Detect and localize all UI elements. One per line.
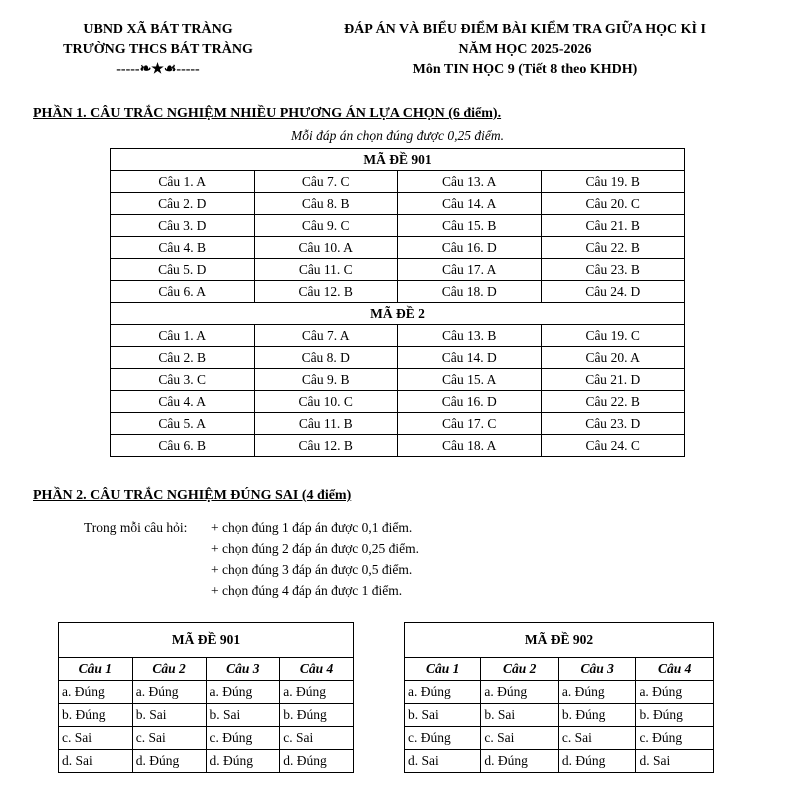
answer-cell: Câu 10. A (254, 237, 398, 259)
answer-cell: Câu 22. B (541, 391, 685, 413)
rule-line: + chọn đúng 2 đáp án được 0,25 điểm. (211, 541, 420, 556)
table-row (111, 171, 685, 193)
part1-title: PHẦN 1. CÂU TRẮC NGHIỆM NHIỀU PHƯƠNG ÁN LỰA CHỌN (6 điểm). (33, 106, 502, 121)
question-header: Câu 4 (280, 658, 354, 681)
answer-cell: Câu 5. D (111, 259, 255, 281)
answer-cell: Câu 20. A (541, 347, 685, 369)
table-row (405, 727, 714, 750)
answer-cell: c. Sai (132, 727, 206, 750)
answer-cell: d. Đúng (481, 750, 559, 773)
table-row (111, 215, 685, 237)
answer-cell: c. Sai (481, 727, 559, 750)
answer-cell: a. Đúng (636, 681, 714, 704)
table-title-row (59, 623, 354, 658)
table-row (59, 681, 354, 704)
answer-cell: d. Đúng (206, 750, 280, 773)
answer-cell: Câu 7. A (254, 325, 398, 347)
part2-title: PHẦN 2. CÂU TRẮC NGHIỆM ĐÚNG SAI (4 điểm) (33, 488, 352, 503)
answer-cell: d. Đúng (280, 750, 354, 773)
answer-cell: c. Đúng (636, 727, 714, 750)
answer-cell: b. Sai (206, 704, 280, 727)
question-header: Câu 1 (405, 658, 481, 681)
answer-cell: Câu 4. B (111, 237, 255, 259)
table-row (111, 325, 685, 347)
answer-cell: Câu 17. C (398, 413, 542, 435)
part1-scoring-note: Mỗi đáp án chọn đúng được 0,25 điểm. (291, 128, 504, 143)
answer-cell: Câu 23. B (541, 259, 685, 281)
section-title-row (111, 303, 685, 325)
question-header: Câu 1 (59, 658, 133, 681)
question-header: Câu 2 (481, 658, 559, 681)
answer-cell: Câu 11. B (254, 413, 398, 435)
answer-cell: Câu 19. C (541, 325, 685, 347)
answer-cell: a. Đúng (405, 681, 481, 704)
question-header: Câu 3 (206, 658, 280, 681)
answer-cell: Câu 13. A (398, 171, 542, 193)
part1-answer-table (110, 148, 685, 457)
school-name: TRƯỜNG THCS BÁT TRÀNG (63, 42, 253, 57)
subject-line: Môn TIN HỌC 9 (Tiết 8 theo KHDH) (412, 62, 638, 77)
table-title: MÃ ĐỀ 902 (405, 623, 714, 658)
answer-cell: d. Sai (405, 750, 481, 773)
answer-cell: Câu 3. C (111, 369, 255, 391)
part2-rules (211, 517, 419, 601)
answer-cell: Câu 13. B (398, 325, 542, 347)
answer-cell: c. Đúng (405, 727, 481, 750)
table-row (111, 237, 685, 259)
answer-cell: Câu 7. C (254, 171, 398, 193)
answer-cell: b. Đúng (59, 704, 133, 727)
answer-cell: Câu 15. A (398, 369, 542, 391)
answer-cell: c. Sai (59, 727, 133, 750)
table-row (405, 750, 714, 773)
answer-cell: c. Sai (280, 727, 354, 750)
header-row (59, 658, 354, 681)
answer-cell: Câu 6. B (111, 435, 255, 457)
answer-cell: Câu 10. C (254, 391, 398, 413)
answer-cell: Câu 8. D (254, 347, 398, 369)
section-title-row (111, 149, 685, 171)
answer-cell: Câu 2. B (111, 347, 255, 369)
answer-cell: a. Đúng (59, 681, 133, 704)
school-header (38, 20, 278, 80)
document-header (290, 20, 760, 80)
answer-cell: Câu 20. C (541, 193, 685, 215)
question-header: Câu 2 (132, 658, 206, 681)
table-row (59, 750, 354, 773)
document-title: ĐÁP ÁN VÀ BIỂU ĐIỂM BÀI KIỂM TRA GIỮA HỌC KÌ I (344, 22, 706, 37)
answer-cell: Câu 12. B (254, 435, 398, 457)
table-row (111, 391, 685, 413)
answer-cell: Câu 18. A (398, 435, 542, 457)
answer-cell: Câu 3. D (111, 215, 255, 237)
table-title: MÃ ĐỀ 901 (59, 623, 354, 658)
rule-line: + chọn đúng 1 đáp án được 0,1 điểm. (211, 520, 413, 535)
answer-cell: Câu 14. D (398, 347, 542, 369)
answer-cell: Câu 1. A (111, 325, 255, 347)
answer-cell: Câu 17. A (398, 259, 542, 281)
table-row (111, 413, 685, 435)
table-row (111, 193, 685, 215)
table-row (111, 435, 685, 457)
answer-cell: d. Đúng (558, 750, 636, 773)
part2-rules-lead: Trong mỗi câu hỏi: (84, 520, 188, 535)
answer-cell: a. Đúng (481, 681, 559, 704)
answer-cell: Câu 21. D (541, 369, 685, 391)
answer-cell: Câu 8. B (254, 193, 398, 215)
answer-cell: b. Đúng (558, 704, 636, 727)
answer-cell: Câu 1. A (111, 171, 255, 193)
section-title: MÃ ĐỀ 901 (111, 149, 685, 171)
answer-cell: Câu 4. A (111, 391, 255, 413)
answer-cell: d. Đúng (132, 750, 206, 773)
answer-cell: a. Đúng (280, 681, 354, 704)
answer-cell: b. Sai (405, 704, 481, 727)
answer-cell: Câu 22. B (541, 237, 685, 259)
question-header: Câu 4 (636, 658, 714, 681)
rule-line: + chọn đúng 3 đáp án được 0,5 điểm. (211, 562, 413, 577)
answer-cell: Câu 16. D (398, 237, 542, 259)
answer-cell: Câu 5. A (111, 413, 255, 435)
answer-cell: Câu 6. A (111, 281, 255, 303)
answer-cell: Câu 16. D (398, 391, 542, 413)
question-header: Câu 3 (558, 658, 636, 681)
table-row (111, 347, 685, 369)
answer-cell: Câu 24. D (541, 281, 685, 303)
section-title: MÃ ĐỀ 2 (111, 303, 685, 325)
answer-cell: a. Đúng (132, 681, 206, 704)
table-row (111, 281, 685, 303)
answer-cell: d. Sai (636, 750, 714, 773)
header-row (405, 658, 714, 681)
answer-cell: b. Sai (132, 704, 206, 727)
district-name: UBND XÃ BÁT TRÀNG (83, 22, 233, 37)
part2-table-902 (404, 622, 714, 773)
answer-cell: Câu 24. C (541, 435, 685, 457)
table-row (59, 727, 354, 750)
answer-cell: d. Sai (59, 750, 133, 773)
answer-cell: Câu 15. B (398, 215, 542, 237)
header-ornament: -----❧★☙----- (116, 62, 200, 77)
table-title-row (405, 623, 714, 658)
answer-cell: Câu 23. D (541, 413, 685, 435)
part2-table-901 (58, 622, 354, 773)
answer-cell: Câu 12. B (254, 281, 398, 303)
answer-cell: c. Sai (558, 727, 636, 750)
answer-cell: Câu 19. B (541, 171, 685, 193)
rule-line: + chọn đúng 4 đáp án được 1 điểm. (211, 583, 403, 598)
answer-cell: Câu 9. B (254, 369, 398, 391)
answer-cell: a. Đúng (558, 681, 636, 704)
answer-cell: Câu 9. C (254, 215, 398, 237)
answer-cell: Câu 2. D (111, 193, 255, 215)
table-row (405, 704, 714, 727)
answer-cell: Câu 18. D (398, 281, 542, 303)
answer-cell: b. Đúng (636, 704, 714, 727)
answer-cell: Câu 21. B (541, 215, 685, 237)
school-year: NĂM HỌC 2025-2026 (458, 42, 592, 57)
answer-cell: Câu 14. A (398, 193, 542, 215)
answer-cell: b. Đúng (280, 704, 354, 727)
table-row (111, 259, 685, 281)
answer-cell: c. Đúng (206, 727, 280, 750)
table-row (405, 681, 714, 704)
answer-cell: a. Đúng (206, 681, 280, 704)
table-row (59, 704, 354, 727)
answer-cell: Câu 11. C (254, 259, 398, 281)
table-row (111, 369, 685, 391)
answer-cell: b. Sai (481, 704, 559, 727)
